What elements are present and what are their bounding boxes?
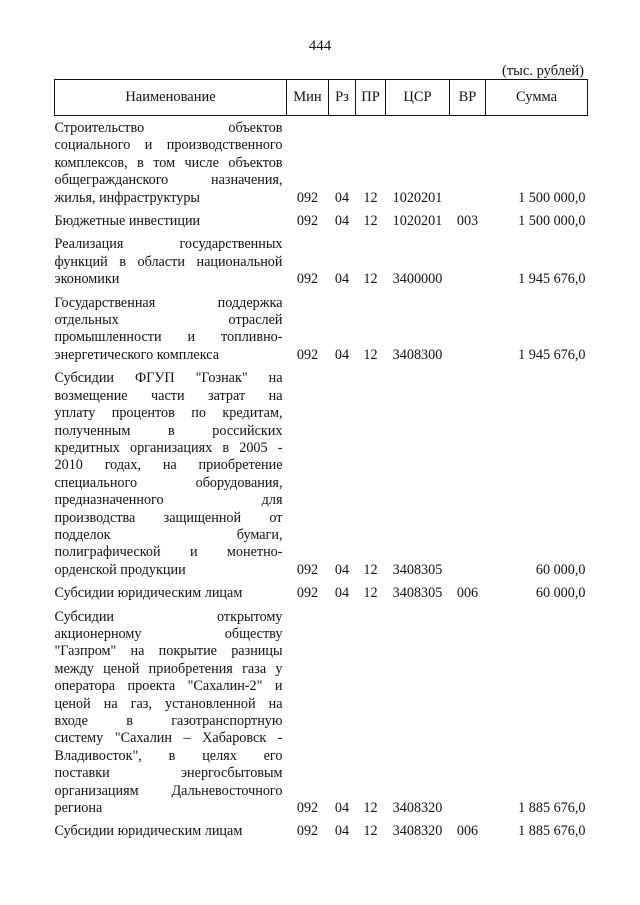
row-name-line: социального и производственного	[54, 137, 283, 154]
column-header-min: Мин	[287, 80, 329, 116]
table-header-row	[55, 80, 588, 116]
cell-rz: 04	[334, 800, 350, 817]
cell-rz: 04	[334, 561, 350, 578]
cell-csr: 3408305	[392, 585, 443, 602]
cell-pr: 12	[363, 271, 378, 288]
row-name-line: систему "Сахалин – Хабаровск -	[54, 730, 283, 747]
table-row	[55, 207, 588, 230]
row-name-line: комплексов, в том числе объектов	[54, 154, 283, 171]
column-header-csr: ЦСР	[386, 80, 450, 116]
row-name-line: полиграфической и монетно-	[54, 544, 283, 561]
cell-csr: 3408320	[392, 800, 443, 817]
row-name-line: функций в области национальной	[54, 253, 283, 270]
column-header-name: Наименование	[55, 80, 287, 116]
row-name	[55, 116, 287, 208]
cell-vr	[450, 364, 486, 579]
cell-pr: 12	[363, 800, 378, 817]
cell-vr: 003	[456, 213, 479, 230]
cell-vr: 006	[456, 823, 479, 840]
cell-min: 092	[296, 585, 319, 602]
cell-rz: 04	[334, 346, 350, 363]
row-name-line: оператора проекта "Сахалин-2" и	[54, 678, 283, 695]
cell-min: 092	[296, 561, 319, 578]
row-name-line: Реализация государственных	[54, 236, 283, 253]
row-name-line: отдельных отраслей	[54, 312, 283, 329]
row-name-line: экономики	[54, 271, 120, 288]
cell-sum: 1 885 676,0	[518, 800, 586, 817]
table-row	[55, 289, 588, 365]
row-name	[55, 364, 287, 579]
cell-vr	[450, 603, 486, 818]
cell-sum: 60 000,0	[535, 585, 586, 602]
cell-rz: 04	[334, 823, 350, 840]
cell-pr: 12	[363, 189, 378, 206]
row-name-line: организациям Дальневосточного	[54, 782, 283, 799]
cell-sum: 60 000,0	[535, 561, 586, 578]
row-name-line: между ценой приобретения газа у	[54, 660, 283, 677]
cell-rz: 04	[334, 189, 350, 206]
row-name-line: общегражданского назначения,	[54, 172, 283, 189]
cell-pr: 12	[363, 213, 378, 230]
table-row	[55, 230, 588, 288]
table-row	[55, 364, 588, 579]
row-name-line: предназначенного для	[54, 492, 283, 509]
row-name	[55, 230, 287, 288]
row-name-line: ценой на газ, установленной на	[54, 695, 283, 712]
table-row	[55, 116, 588, 208]
unit-note: (тыс. рублей)	[502, 63, 584, 79]
cell-sum: 1 500 000,0	[518, 189, 586, 206]
row-name-line: полученным в российских	[54, 422, 283, 439]
row-name-line: "Газпром" на покрытие разницы	[54, 643, 283, 660]
row-name	[55, 579, 287, 602]
cell-vr	[450, 116, 486, 208]
row-name-line: производства защищенной от	[54, 509, 283, 526]
row-name-line: 2010 годах, на приобретение	[54, 457, 283, 474]
row-name-line: поставки энергосбытовым	[54, 765, 283, 782]
row-name	[55, 289, 287, 365]
row-name-line: Субсидии ФГУП "Гознак" на	[54, 370, 283, 387]
cell-pr: 12	[363, 561, 378, 578]
table-row	[55, 579, 588, 602]
cell-min: 092	[296, 800, 319, 817]
cell-csr: 1020201	[392, 213, 443, 230]
row-name-line: возмещение части затрат на	[54, 387, 283, 404]
cell-vr	[450, 289, 486, 365]
row-name-line: уплату процентов по кредитам,	[54, 405, 283, 422]
row-name	[55, 603, 287, 818]
cell-csr: 3408320	[392, 823, 443, 840]
row-name-line: специального оборудования,	[54, 474, 283, 491]
cell-min: 092	[296, 271, 319, 288]
row-name-line: Бюджетные инвестиции	[54, 213, 201, 230]
cell-vr: 006	[456, 585, 479, 602]
table-row	[55, 603, 588, 818]
cell-min: 092	[296, 346, 319, 363]
table-row	[55, 817, 588, 840]
row-name-line: подделок бумаги,	[54, 526, 283, 543]
cell-min: 092	[296, 189, 319, 206]
cell-csr: 1020201	[392, 189, 443, 206]
row-name	[55, 817, 287, 840]
cell-rz: 04	[334, 271, 350, 288]
row-name-line: входе в газотранспортную	[54, 713, 283, 729]
column-header-sum: Сумма	[486, 80, 588, 116]
cell-sum: 1 885 676,0	[518, 823, 586, 840]
column-header-rz: Рз	[329, 80, 356, 116]
cell-vr	[450, 230, 486, 288]
cell-sum: 1 945 676,0	[518, 271, 586, 288]
row-name-line: Субсидии юридическим лицам	[54, 823, 243, 840]
cell-csr: 3400000	[392, 271, 443, 288]
cell-min: 092	[296, 823, 319, 840]
cell-pr: 12	[363, 585, 378, 602]
cell-csr: 3408300	[392, 346, 443, 363]
row-name-line: Субсидии открытому	[54, 608, 283, 625]
row-name-line: Строительство объектов	[54, 120, 283, 136]
cell-min: 092	[296, 213, 319, 230]
row-name-line: региона	[54, 800, 103, 817]
cell-rz: 04	[334, 213, 350, 230]
cell-rz: 04	[334, 585, 350, 602]
cell-pr: 12	[363, 346, 378, 363]
row-name-line: Субсидии юридическим лицам	[54, 585, 243, 602]
row-name-line: Государственная поддержка	[54, 294, 283, 311]
row-name-line: промышленности и топливно-	[54, 329, 283, 346]
row-name-line: орденской продукции	[54, 561, 186, 578]
budget-table	[54, 79, 588, 841]
cell-sum: 1 500 000,0	[518, 213, 586, 230]
column-header-vr: ВР	[450, 80, 486, 116]
row-name	[55, 207, 287, 230]
cell-pr: 12	[363, 823, 378, 840]
row-name-line: Владивосток", в целях его	[54, 747, 283, 764]
row-name-line: акционерному обществу	[54, 625, 283, 642]
column-header-pr: ПР	[356, 80, 386, 116]
page-number: 444	[308, 38, 332, 54]
row-name-line: энергетического комплекса	[54, 346, 219, 363]
row-name-line: жилья, инфраструктуры	[54, 189, 200, 206]
cell-csr: 3408305	[392, 561, 443, 578]
row-name-line: кредитных организациях в 2005 -	[54, 439, 283, 456]
cell-sum: 1 945 676,0	[518, 346, 586, 363]
